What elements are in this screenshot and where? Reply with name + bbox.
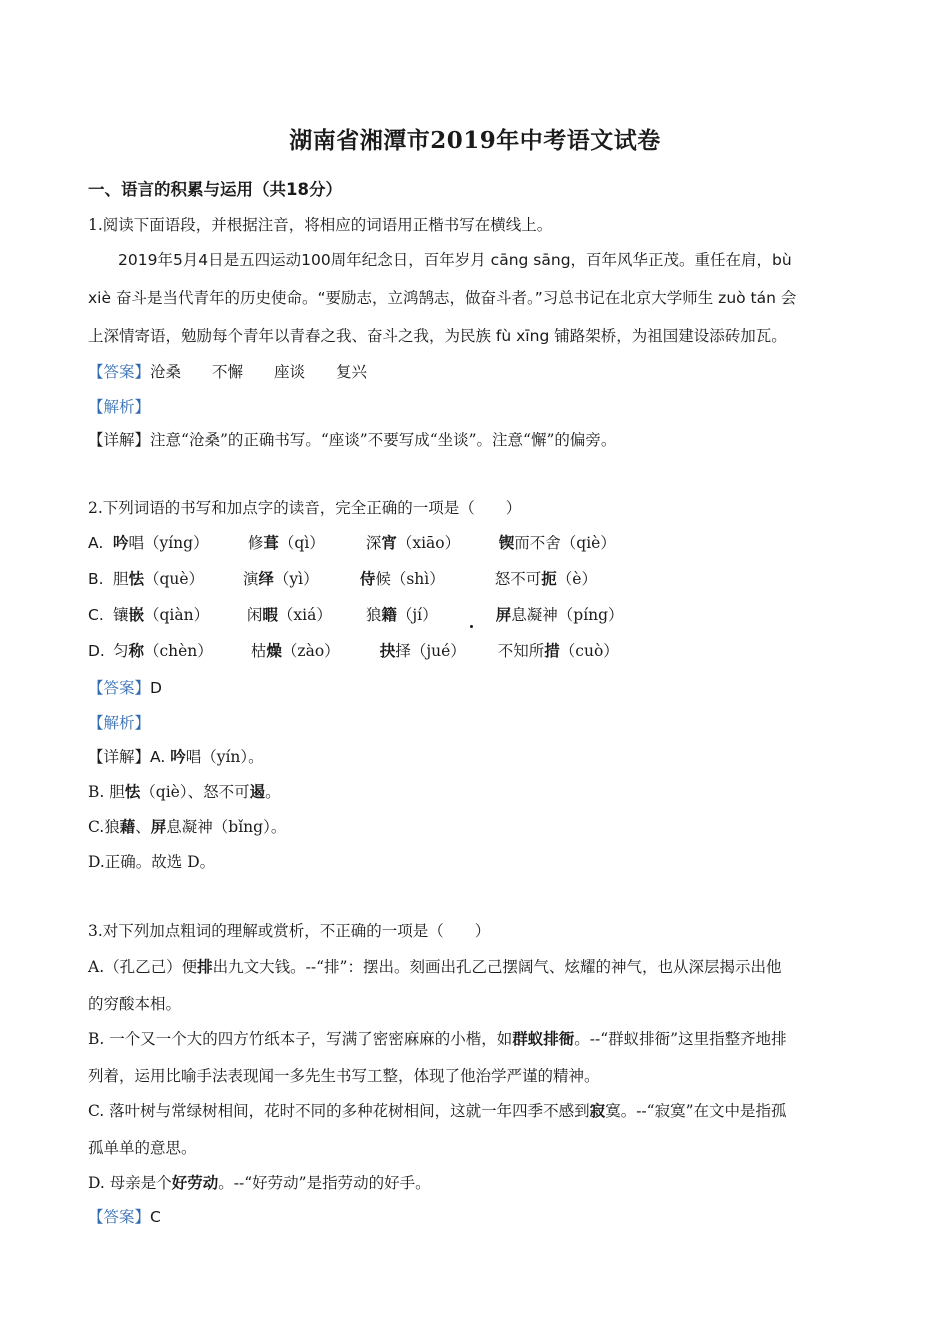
question-3-option-a-line-2: 的穷酸本相。 <box>88 995 182 1013</box>
detail-tag: 【详解】 <box>88 431 151 449</box>
option-word-3: 狼籍（jí） <box>365 605 438 624</box>
question-1-passage-line-3: 上深情寄语，勉励每个青年以青春之我、奋斗之我，为民族 fù xīng 铺路架桥，为祖国建设添砖加瓦。 <box>88 327 787 345</box>
question-3-option-a-line-1: A.（孔乙己）便排出九文大钱。--“排”：摆出。刻画出孔乙己摆阔气、炫耀的神气，也从深层揭示出他 <box>88 957 782 976</box>
option-word-1: 吟唱（yíng） <box>112 533 209 552</box>
question-3-stem: 3.对下列加点粗词的理解或赏析，不正确的一项是（ ） <box>88 922 491 940</box>
question-1-stem: 1.阅读下面语段，并根据注音，将相应的词语用正楷书写在横线上。 <box>88 216 553 234</box>
answer-tag: 【答案】 <box>88 679 151 697</box>
option-label: B. <box>88 570 104 588</box>
question-2-detail-a: 【详解】A. 吟唱（yín）。 <box>88 747 264 766</box>
emphasis-dot <box>470 625 473 628</box>
page-title: 湖南省湘潭市2019年中考语文试卷 <box>289 127 661 154</box>
option-label: D. <box>88 642 105 660</box>
question-3-option-c-line-2: 孤单单的意思。 <box>88 1139 197 1157</box>
question-2-stem: 2.下列词语的书写和加点字的读音，完全正确的一项是（ ） <box>88 499 522 517</box>
option-word-1: 胆怯（què） <box>112 569 205 588</box>
option-word-4: 锲而不舍（qiè） <box>498 533 616 552</box>
question-3-answer <box>88 1206 161 1228</box>
option-word-3: 抉择（jué） <box>379 641 466 660</box>
question-2-option-b <box>88 568 597 590</box>
answer-tag: 【答案】 <box>88 363 151 381</box>
option-word-2: 演绎（yì） <box>242 569 319 588</box>
question-1-analysis-tag: 【解析】 <box>88 398 151 416</box>
question-3-option-b-line-2: 列着，运用比喻手法表现闻一多先生书写工整，体现了他治学严谨的精神。 <box>88 1067 600 1085</box>
option-word-1: 匀称（chèn） <box>112 641 213 660</box>
option-word-3: 深宵（xiāo） <box>365 533 461 552</box>
option-word-4: 屏息凝神（píng） <box>495 605 624 624</box>
answer-text: C <box>150 1208 161 1226</box>
answer-text: 沧桑 不懈 座谈 复兴 <box>150 363 368 381</box>
option-word-3: 侍候（shì） <box>359 569 445 588</box>
question-3-option-d: D. 母亲是个好劳动。--“好劳动”是指劳动的好手。 <box>88 1173 431 1192</box>
option-label: A. <box>88 534 104 552</box>
question-2-detail-d: D.正确。故选 D。 <box>88 853 216 871</box>
option-word-2: 枯燥（zào） <box>250 641 340 660</box>
question-2-analysis-tag: 【解析】 <box>88 714 151 732</box>
option-label: C. <box>88 606 104 624</box>
option-word-2: 闲暇（xiá） <box>246 605 332 624</box>
detail-tag: 【详解】 <box>88 748 151 766</box>
question-2-option-d <box>88 640 619 662</box>
question-1-passage-line-1: 2019年5月4日是五四运动100周年纪念日，百年岁月 cāng sāng，百年风华正茂。重任在肩，bù <box>118 251 792 269</box>
option-word-4: 不知所措（cuò） <box>497 641 619 660</box>
option-word-1: 镶嵌（qiàn） <box>112 605 210 624</box>
question-2-option-a <box>88 532 616 554</box>
option-word-2: 修葺（qì） <box>247 533 325 552</box>
detail-text: 注意“沧桑”的正确书写。“座谈”不要写成“坐谈”。注意“懈”的偏旁。 <box>150 431 617 449</box>
answer-tag: 【答案】 <box>88 1208 151 1226</box>
question-2-detail-c: C.狼藉、屏息凝神（bǐng）。 <box>88 817 287 836</box>
question-1-answer <box>88 361 367 383</box>
answer-text: D <box>150 679 162 697</box>
question-2-detail-b: B. 胆怯（qiè）、怒不可遏。 <box>88 782 281 801</box>
option-word-4: 怒不可扼（è） <box>494 569 597 588</box>
question-2-answer <box>88 677 162 699</box>
question-2-option-c <box>88 604 624 626</box>
question-1-detail <box>88 429 616 451</box>
section-heading: 一、语言的积累与运用（共18分） <box>88 180 342 199</box>
question-1-passage-line-2: xiè 奋斗是当代青年的历史使命。“要励志，立鸿鹄志，做奋斗者。”习总书记在北京大学师生 zuò tán 会 <box>88 289 797 307</box>
question-3-option-c-line-1: C. 落叶树与常绿树相间，花时不同的多种花树相间，这就一年四季不感到寂寞。--“寂寞”在文中是指孤 <box>88 1101 787 1120</box>
question-3-option-b-line-1: B. 一个又一个大的四方竹纸本子，写满了密密麻麻的小楷，如群蚁排衙。--“群蚁排衙”这里指整齐地排 <box>88 1029 787 1048</box>
